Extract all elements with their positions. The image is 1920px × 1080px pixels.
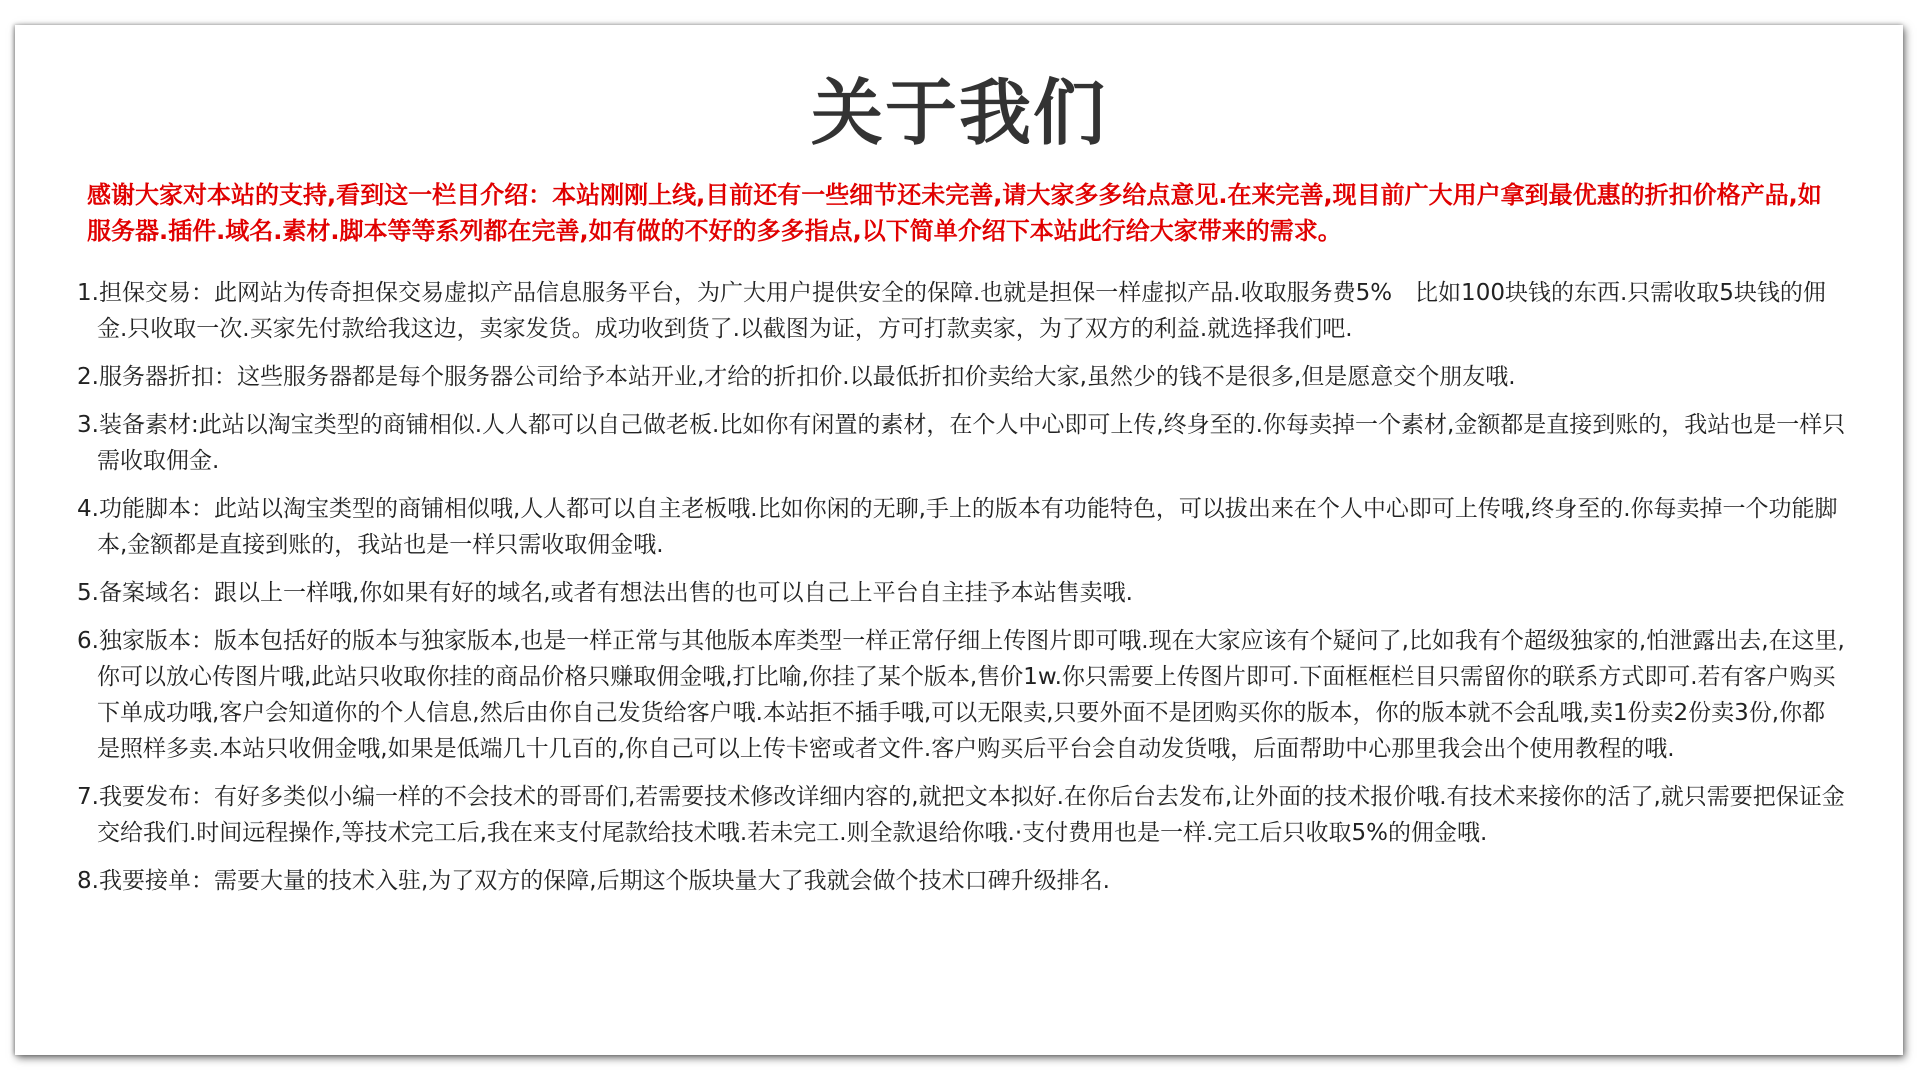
page-title: 关于我们 [810,71,1107,155]
list-item-equipment-assets: 3.装备素材:此站以淘宝类型的商铺相似.人人都可以自己做老板.比如你有闲置的素材，在个人中心即可上传,终身至的.你每卖掉一个素材,金额都是直接到账的，我站也是一样只需收取佣金. [77,412,1846,474]
list-item-accept-orders: 8.我要接单：需要大量的技术入驻,为了双方的保障,后期这个版块量大了我就会做个技术口碑升级排名. [77,868,1110,894]
list-item-guarantee-trade: 1.担保交易：此网站为传奇担保交易虚拟产品信息服务平台，为广大用户提供安全的保障.也就是担保一样虚拟产品.收取服务费5% 比如100块钱的东西.只需收取5块钱的佣金.只收取一次.买家先付款给我这边，卖家发货。成功收到货了.以截图为证，方可打款卖家，为了双方的利益.就选择我们吧. [77,280,1826,342]
list-item-server-discount: 2.服务器折扣：这些服务器都是每个服务器公司给予本站开业,才给的折扣价.以最低折扣价卖给大家,虽然少的钱不是很多,但是愿意交个朋友哦. [77,364,1516,390]
list-item-feature-scripts: 4.功能脚本：此站以淘宝类型的商铺相似哦,人人都可以自主老板哦.比如你闲的无聊,手上的版本有功能特色，可以拔出来在个人中心即可上传哦,终身至的.你每卖掉一个功能脚本,金额都是直接到账的，我站也是一样只需收取佣金哦. [77,496,1838,558]
service-list [77,275,1847,911]
list-item-publish-request: 7.我要发布：有好多类似小编一样的不会技术的哥哥们,若需要技术修改详细内容的,就把文本拟好.在你后台去发布,让外面的技术报价哦.有技术来接你的活了,就只需要把保证金交给我们.时间远程操作,等技术完工后,我在来支付尾款给技术哦.若未完工.则全款退给你哦.·支付费用也是一样.完工后只收取5%的佣金哦. [77,784,1845,846]
list-item-registered-domains: 5.备案域名：跟以上一样哦,你如果有好的域名,或者有想法出售的也可以自己上平台自主挂予本站售卖哦. [77,580,1133,606]
list-item-exclusive-versions: 6.独家版本：版本包括好的版本与独家版本,也是一样正常与其他版本库类型一样正常仔细上传图片即可哦.现在大家应该有个疑问了,比如我有个超级独家的,怕泄露出去,在这里,你可以放心传图片哦,此站只收取你挂的商品价格只赚取佣金哦,打比喻,你挂了某个版本,售价1w.你只需要上传图片即可.下面框框栏目只需留你的联系方式即可.若有客户购买下单成功哦,客户会知道你的个人信息,然后由你自己发货给客户哦.本站拒不插手哦,可以无限卖,只要外面不是团购买你的版本，你的版本就不会乱哦,卖1份卖2份卖3份,你都是照样多卖.本站只收佣金哦,如果是低端几十几百的,你自己可以上传卡密或者文件.客户购买后平台会自动发货哦，后面帮助中心那里我会出个使用教程的哦. [77,628,1845,762]
intro-paragraph: 感谢大家对本站的支持,看到这一栏目介绍：本站刚刚上线,目前还有一些细节还未完善,请大家多多给点意见.在来完善,现目前广大用户拿到最优惠的折扣价格产品,如服务器.插件.域名.素材.脚本等等系列都在完善,如有做的不好的多多指点,以下简单介绍下本站此行给大家带来的需求。 [87,181,1822,245]
about-card [15,25,1903,1055]
